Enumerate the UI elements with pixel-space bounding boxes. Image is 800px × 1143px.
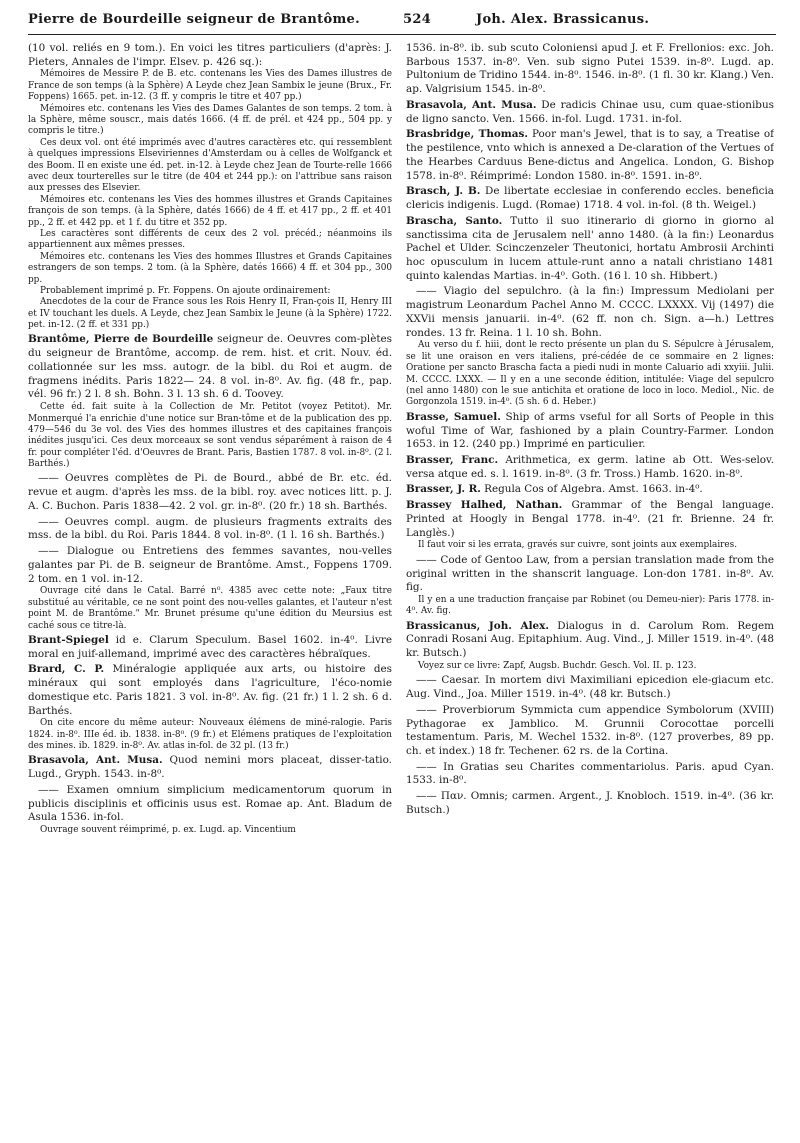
left-column bbox=[28, 40, 392, 1137]
entry-text: Tutto il suo itinerario di giorno in giorno al sanctissima cita de Jerusalem nell' anno 1480. (à la fin:) Leonardus Pachel et Ulder. Scinczenzeler Theutonici, hortatu Ambrosii Archinti hoc opusculum in lucem attule-runt anno a natali christiano 1481 quinto kalendas Martias. in-4⁰. Goth. (16 l. 10 sh. Hibbert.) bbox=[406, 214, 774, 282]
header-right-title: Joh. Alex. Brassicanus. bbox=[476, 12, 650, 27]
note-paragraph bbox=[406, 661, 774, 672]
entry-text: Quod nemini mors placeat, disser-tatio. Lugd., Gryph. 1543. in-8⁰. bbox=[28, 754, 392, 781]
bibliography-entry bbox=[406, 483, 774, 497]
entry-heading: Brascha, Santo. bbox=[406, 214, 503, 227]
entry-heading: Brasser, Franc. bbox=[406, 453, 499, 466]
entry-text: seigneur de. Oeuvres com-plètes du seigneur de Brantôme, accomp. de rem. hist. et crit. Nouv. éd. collationnée sur les mss. autogr. de la bibl. du Roi et augm. de fragmens inédits. Paris 1822— 24. 8 vol. in-8⁰. Av. fig. (48 fr., pap. vél. 96 fr.) 2 l. 8 sh. Bohn. 3 l. 13 sh. 6 d. Toovey. bbox=[28, 333, 392, 401]
entry-heading: Brassicanus, Joh. Alex. bbox=[406, 619, 549, 632]
entry-text: —— Παν. Omnis; carmen. Argent., J. Knobloch. 1519. in-4⁰. (36 kr. Butsch.) bbox=[406, 790, 774, 816]
entry-text: Regula Cos of Algebra. Amst. 1663. in-4⁰. bbox=[480, 483, 703, 496]
bibliography-entry bbox=[28, 333, 392, 402]
entry-text: —— In Gratias seu Charites commentariolus. Paris. apud Cyan. 1533. in-8⁰. bbox=[406, 760, 774, 787]
bibliography-entry bbox=[406, 704, 774, 759]
bibliography-entry bbox=[406, 42, 774, 97]
entry-heading: Brantôme, Pierre de Bourdeille bbox=[28, 333, 214, 346]
entry-heading: Brasch, J. B. bbox=[406, 185, 481, 198]
entry-text: —— Oeuvres complètes de Pi. de Bourd., abbé de Br. etc. éd. revue et augm. d'après les mss. de la bibl. roy. avec notices litt. p. J. A. C. Buchon. Paris 1838—42. 2 vol. gr. in-8⁰. (20 fr.) 18 sh. Barthés. bbox=[28, 472, 392, 512]
entry-text: Au verso du f. hiii, dont le recto présente un plan du S. Sépulcre à Jérusalem, se lit une oraison en vers italiens, pré-cédée de ce sommaire en 2 lignes: Oratione per sancto Brascha facta a piedi nudi in monte Caluario adi xxyiii. Julii. M. CCCC. LXXX. — Il y en a une seconde édition, intitulée: Viage del sepulcro (nel anno 1480) con le sue antichita et oratione de loco in loco. Mediol., Nic. de Gorgonzola 1519. in-4⁰. (5 sh. 6 d. Heber.) bbox=[406, 340, 774, 408]
entry-text: Poor man's Jewel, that is to say, a Treatise of the pestilence, vnto which is annexed a De-claration of the Vertues of the Hearbes Carduus Bene-dictus and Angelica. London, G. Bishop 1578. in-8⁰. Réimprimé: London 1580. in-8⁰. 1591. in-8⁰. bbox=[406, 128, 774, 182]
entry-heading: Brant-Spiegel bbox=[28, 633, 109, 646]
bibliography-entry bbox=[28, 634, 392, 661]
entry-text: Cette éd. fait suite à la Collection de Mr. Petitot (voyez Petitot). Mr. Monmerqué l'a enrichie d'une notice sur Bran-tôme et de la publication des pp. 479—546 du 3e vol. des Vies des hommes illustres et des capitaines françois inédites jusqu'ici. Ces deux morceaux se sont vendus séparément à raison de 4 fr. pour compléter l'éd. d'Oeuvres de Brant. Paris, Bastien 1787. 8 vol. in-8⁰. (2 l. Barthés.) bbox=[28, 402, 392, 470]
note-paragraph bbox=[28, 195, 392, 229]
page-number: 524 bbox=[403, 12, 432, 27]
bibliography-entry bbox=[28, 516, 392, 543]
note-paragraph bbox=[406, 540, 774, 551]
entry-heading: Brasavola, Ant. Musa. bbox=[406, 98, 537, 111]
note-paragraph bbox=[28, 252, 392, 286]
bibliography-entry bbox=[406, 215, 774, 284]
entry-text: —— Oeuvres compl. augm. de plusieurs fragments extraits des mss. de la bibl. du Roi. Paris 1844. 8 vol. in-8⁰. (1 l. 16 sh. Barthés.) bbox=[28, 515, 392, 542]
bibliography-entry bbox=[28, 472, 392, 513]
entry-text: Ces deux vol. ont été imprimés avec d'autres caractères etc. qui ressemblent à quelques impressions Elseviriennes d'Amsterdam ou à celles de Wolfganck et des Boom. Il en existe une éd. pet. in-12. à Leyde chez Jean de Tourte-relle 1666 avec deux tourterelles sur le titre (de 404 et 244 pp.): on l'attribue sans raison aux presses des Elsevier. bbox=[28, 137, 392, 194]
note-paragraph bbox=[406, 340, 774, 408]
note-paragraph bbox=[28, 229, 392, 252]
entry-heading: Brasavola, Ant. Musa. bbox=[28, 754, 163, 767]
entry-text: —— Dialogue ou Entretiens des femmes savantes, nou-velles galantes par Pi. de B. seigneur de Brantôme. Amst., Foppens 1709. 2 tom. en 1 vol. in-12. bbox=[28, 545, 392, 585]
note-paragraph bbox=[28, 402, 392, 470]
entry-text: On cite encore du même auteur: Nouveaux élémens de miné-ralogie. Paris 1824. in-8⁰. IIIe éd. ib. 1838. in-8⁰. (9 fr.) et Elémens pratiques de l'exploitation des mines. ib. 1829. in-8⁰. Av. atlas in-fol. de 32 pl. (13 fr.) bbox=[28, 718, 392, 752]
bibliography-entry bbox=[406, 620, 774, 661]
entry-text: —— Proverbiorum Symmicta cum appendice Symbolorum (XVIII) Pythagorae ex Jamblico. M. Grunnii Corocottae porcelli testamentum. Paris, M. Wechel 1532. in-8⁰. (127 proverbes, 89 pp. ch. et index.) 18 fr. Techener. 62 rs. de la Cortina. bbox=[406, 703, 774, 758]
bibliography-entry bbox=[28, 663, 392, 718]
entry-text: (10 vol. reliés en 9 tom.). En voici les titres particuliers (d'après: J. Pieters, Annales de l'impr. Elsev. p. 426 sq.): bbox=[28, 42, 392, 68]
bibliography-entry bbox=[406, 790, 774, 817]
entry-text: —— Caesar. In mortem divi Maximiliani epicedion ele-giacum etc. Aug. Vind., Joa. Miller 1519. in-4⁰. (48 kr. Butsch.) bbox=[406, 674, 774, 701]
entry-text: Ship of arms vseful for all Sorts of People in this woful Time of War, fashioned by a plain Country-Farmer. London 1653. in 12. (240 pp.) Imprimé en particulier. bbox=[406, 410, 774, 451]
bibliography-entry bbox=[406, 99, 774, 126]
entry-text: Il faut voir si les errata, gravés sur cuivre, sont joints aux exemplaires. bbox=[418, 540, 738, 551]
note-paragraph bbox=[406, 595, 774, 618]
note-paragraph bbox=[28, 718, 392, 752]
note-paragraph bbox=[28, 286, 392, 297]
entry-text: Mémoires etc. contenans les Vies des Dames Galantes de son temps. 2 tom. à la Sphère, même souscr., mais datés 1666. (4 ff. de prél. et 424 pp., 504 pp. y compris le titre.) bbox=[28, 103, 392, 137]
running-header bbox=[28, 8, 776, 35]
bibliography-entry bbox=[406, 761, 774, 788]
bibliography-entry bbox=[406, 185, 774, 212]
bibliography-entry bbox=[28, 784, 392, 825]
entry-text: —— Examen omnium simplicium medicamentorum quorum in publicis disciplinis et officinis usus est. Romae ap. Ant. Bladum de Asula 1536. in-fol. bbox=[28, 783, 392, 824]
entry-heading: Brard, C. P. bbox=[28, 663, 105, 676]
entry-text: —— Viagio del sepulchro. (à la fin:) Impressum Mediolani per magistrum Leonardum Pachel Anno M. CCCC. LXXXX. Vij (1497) die XXVii mensis januarii. in-4⁰. (62 ff. non ch. Sign. a—h.) Lettres rondes. 13 fr. Reina. 1 l. 10 sh. Bohn. bbox=[406, 285, 774, 339]
bibliography-entry bbox=[406, 128, 774, 183]
bibliography-entry bbox=[28, 42, 392, 69]
entry-heading: Brasser, J. R. bbox=[406, 483, 481, 496]
note-paragraph bbox=[28, 297, 392, 331]
entry-text: Grammar of the Bengal language. Printed at Hoogly in Bengal 1778. in-4⁰. (21 fr. Brienne. 24 fr. Langlès.) bbox=[406, 499, 774, 539]
bibliography-entry bbox=[406, 285, 774, 340]
entry-text: Ouvrage souvent réimprimé, p. ex. Lugd. ap. Vincentium bbox=[40, 825, 296, 836]
bibliography-entry bbox=[406, 454, 774, 481]
entry-text: Les caractères sont différents de ceux des 2 vol. précéd.; néanmoins ils appartiennent aux mêmes presses. bbox=[28, 228, 392, 251]
entry-text: Probablement imprimé p. Fr. Foppens. On ajoute ordinairement: bbox=[40, 285, 331, 296]
entry-text: Arithmetica, ex germ. latine ab Ott. Wes-selov. versa atque ed. s. l. 1619. in-8⁰. (3 fr. Tross.) Hamb. 1620. in-8⁰. bbox=[406, 453, 774, 480]
entry-heading: Brassey Halhed, Nathan. bbox=[406, 499, 563, 512]
entry-heading: Brasbridge, Thomas. bbox=[406, 128, 528, 141]
bibliography-entry bbox=[28, 754, 392, 781]
entry-text: Voyez sur ce livre: Zapf, Augsb. Buchdr. Gesch. Vol. II. p. 123. bbox=[418, 660, 697, 671]
entry-text: Ouvrage cité dans le Catal. Barré n⁰. 4385 avec cette note: „Faux titre substitué au véritable, ce ne sont point des nou-velles galantes, et l'auteur n'est point M. de Brantôme." Mr. Brunet présume qu'une édition du Meursius est caché sous ce titre-là. bbox=[28, 586, 392, 631]
entry-text: Dialogus in d. Carolum Rom. Regem Conradi Rosani Aug. Epitaphium. Aug. Vind., J. Miller 1519. in-4⁰. (48 kr. Butsch.) bbox=[406, 619, 774, 660]
entry-text: Mémoires etc. contenans les Vies des hommes illustres et Grands Capitaines françois de son temps. (à la Sphère, datés 1666) de 4 ff. et 417 pp., 2 ff. et 401 pp., 2 ff. et 442 pp. et 1 f. du titre et 352 pp. bbox=[28, 194, 392, 228]
note-paragraph bbox=[28, 104, 392, 138]
bibliography-entry bbox=[406, 674, 774, 701]
entry-text: De libertate ecclesiae in conferendo eccles. beneficia clericis indigenis. Lugd. (Romae) 1718. 4 vol. in-fol. (8 th. Weigel.) bbox=[406, 185, 774, 212]
entry-text: Mémoires etc. contenans les Vies des hommes Illustres et Grands Capitaines estrangers de son temps. 2 tom. (à la Sphère, datés 1666) 4 ff. et 304 pp., 300 pp. bbox=[28, 251, 392, 285]
entry-text: De radicis Chinae usu, cum quae-stionibus de ligno sancto. Ven. 1566. in-fol. Lugd. 1731. in-fol. bbox=[406, 98, 774, 125]
note-paragraph bbox=[28, 825, 392, 836]
note-paragraph bbox=[28, 138, 392, 195]
bibliography-entry bbox=[406, 554, 774, 595]
entry-text: id e. Clarum Speculum. Basel 1602. in-4⁰. Livre moral en juif-allemand, imprimé avec des caractères hébraïques. bbox=[28, 633, 392, 660]
entry-text: Il y en a une traduction française par Robinet (ou Demeu-nier): Paris 1778. in-4⁰. Av. fig. bbox=[406, 594, 774, 617]
entry-text: —— Code of Gentoo Law, from a persian translation made from the original written in the shanscrit language. Lon-don 1781. in-8⁰. Av. fig. bbox=[406, 553, 774, 594]
bibliography-entry bbox=[28, 545, 392, 586]
entry-text: Minéralogie appliquée aux arts, ou histoire des minéraux qui sont employés dans l'agriculture, l'éco-nomie domestique etc. Paris 1821. 3 vol. in-8⁰. Av. fig. (21 fr.) 1 l. 2 sh. 6 d. Barthés. bbox=[28, 663, 392, 717]
entry-text: Mémoires de Messire P. de B. etc. contenans les Vies des Dames illustres de France de son temps (à la Sphère) A Leyde chez Jean Sambix le jeune (Brux., Fr. Foppens) 1665. pet. in-12. (3 ff. y compris le titre et 407 pp.) bbox=[28, 69, 392, 103]
bibliography-entry bbox=[406, 499, 774, 540]
header-left-title: Pierre de Bourdeille seigneur de Brantôme. bbox=[28, 12, 360, 27]
right-column bbox=[406, 40, 774, 1137]
entry-text: Anecdotes de la cour de France sous les Rois Henry II, Fran-çois II, Henry III et IV touchant les duels. A Leyde, chez Jean Sambix le Jeune (à la Sphère) 1722. pet. in-12. (2 ff. et 331 pp.) bbox=[28, 297, 392, 331]
entry-text: 1536. in-8⁰. ib. sub scuto Coloniensi apud J. et F. Frellonios: exc. Joh. Barbous 1537. in-8⁰. Ven. sub signo Putei 1539. in-8⁰. Lugd. ap. Pultonium de Tridino 1544. in-8⁰. 1546. in-8⁰. (1 fl. 30 kr. Klang.) Ven. ap. Valgrisium 1545. in-8⁰. bbox=[406, 42, 774, 96]
bibliography-entry bbox=[406, 411, 774, 452]
note-paragraph bbox=[28, 586, 392, 632]
entry-heading: Brasse, Samuel. bbox=[406, 410, 501, 423]
note-paragraph bbox=[28, 69, 392, 103]
